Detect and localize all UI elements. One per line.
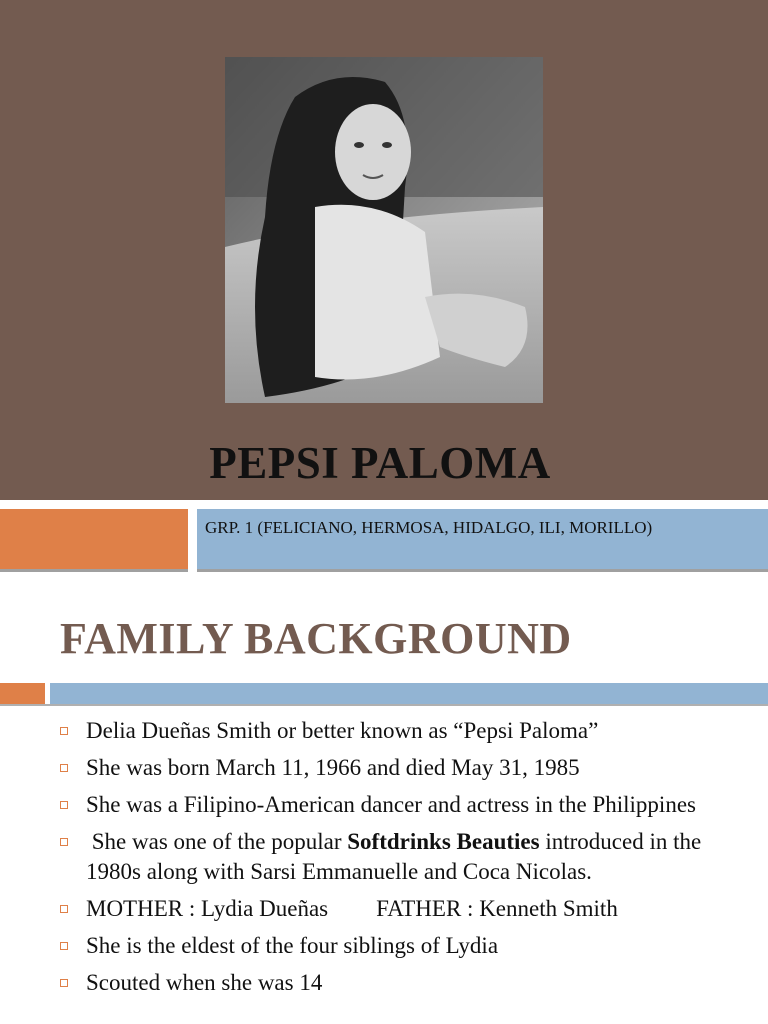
list-item: She was a Filipino-American dancer and actress in the Philippines [58,790,758,820]
divider [0,704,768,706]
square-bullet-icon [60,979,68,987]
list-item: She was born March 11, 1966 and died May 31, 1985 [58,753,758,783]
square-bullet-icon [60,942,68,950]
bullet-list [58,716,758,1005]
square-bullet-icon [60,764,68,772]
bold-term: Softdrinks Beauties [347,829,540,854]
orange-accent-block [0,509,188,569]
orange-accent-strip [0,683,45,704]
list-item [58,894,758,924]
square-bullet-icon [60,838,68,846]
portrait-photo [225,57,543,403]
section-title: FAMILY BACKGROUND [60,614,572,663]
blue-accent-strip [50,683,768,704]
list-item: She is the eldest of the four siblings of Lydia [58,931,758,961]
square-bullet-icon [60,905,68,913]
list-item: Scouted when she was 14 [58,968,758,998]
subtitle-bar [197,509,768,569]
list-item: Delia Dueñas Smith or better known as “Pepsi Paloma” [58,716,758,746]
square-bullet-icon [60,801,68,809]
mother-text: MOTHER : Lydia Dueñas [86,896,329,921]
father-text: FATHER : Kenneth Smith [376,896,618,921]
portrait-photo-graphic [225,57,543,403]
square-bullet-icon [60,727,68,735]
group-members-subtitle: GRP. 1 (FELICIANO, HERMOSA, HIDALGO, ILI, MORILLO) [205,518,653,537]
list-item: She was one of the popular Softdrinks Beauties introduced in the 1980s along with Sarsi Emmanuelle and Coca Nicolas. [58,827,758,887]
title-slide [0,0,768,500]
presentation-title: PEPSI PALOMA [209,438,551,488]
